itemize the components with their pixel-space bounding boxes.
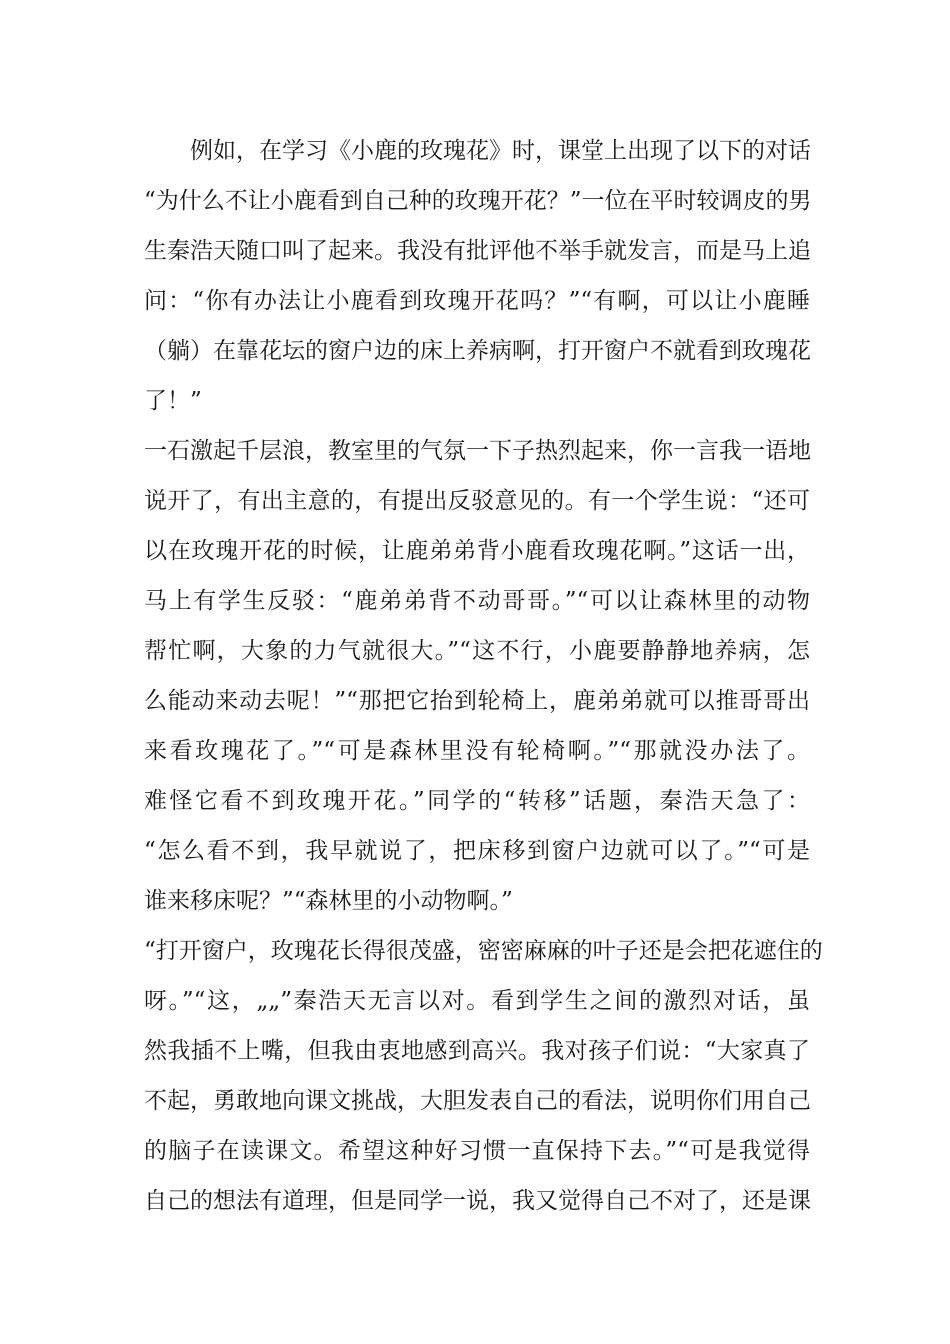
text-line: 以在玫瑰开花的时候，让鹿弟弟背小鹿看玫瑰花啊。”这话一出，: [144, 538, 810, 564]
text-line: 么能动来动去呢！”“那把它抬到轮椅上，鹿弟弟就可以推哥哥出: [144, 688, 810, 714]
text-line: 自己的想法有道理，但是同学一说，我又觉得自己不对了，还是课: [144, 1188, 811, 1214]
text-line: 谁来移床呢？”“森林里的小动物啊。”: [144, 888, 513, 914]
document-body: [144, 126, 823, 1226]
text-line: 不起，勇敢地向课文挑战，大胆发表自己的看法，说明你们用自己: [144, 1088, 811, 1114]
text-line: 难怪它看不到玫瑰开花。”同学的“转移”话题，秦浩天急了：: [144, 788, 810, 814]
text-line: 来看玫瑰花了。”“可是森林里没有轮椅啊。”“那就没办法了。: [144, 738, 810, 764]
text-line: 的脑子在读课文。希望这种好习惯一直保持下去。”“可是我觉得: [144, 1138, 810, 1164]
text-line: 呀。”“这，„„”秦浩天无言以对。看到学生之间的激烈对话，虽: [144, 988, 810, 1014]
text-line: “打开窗户，玫瑰花长得很茂盛，密密麻麻的叶子还是会把花遮住的: [144, 938, 823, 964]
text-line: 马上有学生反驳：“鹿弟弟背不动哥哥。”“可以让森林里的动物: [144, 588, 810, 614]
text-line: 例如，在学习《小鹿的玫瑰花》时，课堂上出现了以下的对话: [190, 138, 811, 164]
text-line: 一石激起千层浪，教室里的气氛一下子热烈起来，你一言我一语地: [144, 438, 811, 464]
text-line: 然我插不上嘴，但我由衷地感到高兴。我对孩子们说：“大家真了: [144, 1038, 810, 1064]
text-line: 生秦浩天随口叫了起来。我没有批评他不举手就发言，而是马上追: [144, 238, 811, 264]
text-line: 问：“你有办法让小鹿看到玫瑰开花吗？”“有啊，可以让小鹿睡: [144, 288, 810, 314]
text-line: （躺）在靠花坛的窗户边的床上养病啊，打开窗户不就看到玫瑰花: [144, 338, 811, 364]
text-line: 帮忙啊，大象的力气就很大。”“这不行，小鹿要静静地养病，怎: [144, 638, 810, 664]
text-line: 了！”: [144, 388, 202, 414]
text-line: “怎么看不到，我早就说了，把床移到窗户边就可以了。”“可是: [144, 838, 810, 864]
text-line: 说开了，有出主意的，有提出反驳意见的。有一个学生说：“还可: [144, 488, 810, 514]
text-line: “为什么不让小鹿看到自己种的玫瑰开花？”一位在平时较调皮的男: [144, 188, 812, 214]
